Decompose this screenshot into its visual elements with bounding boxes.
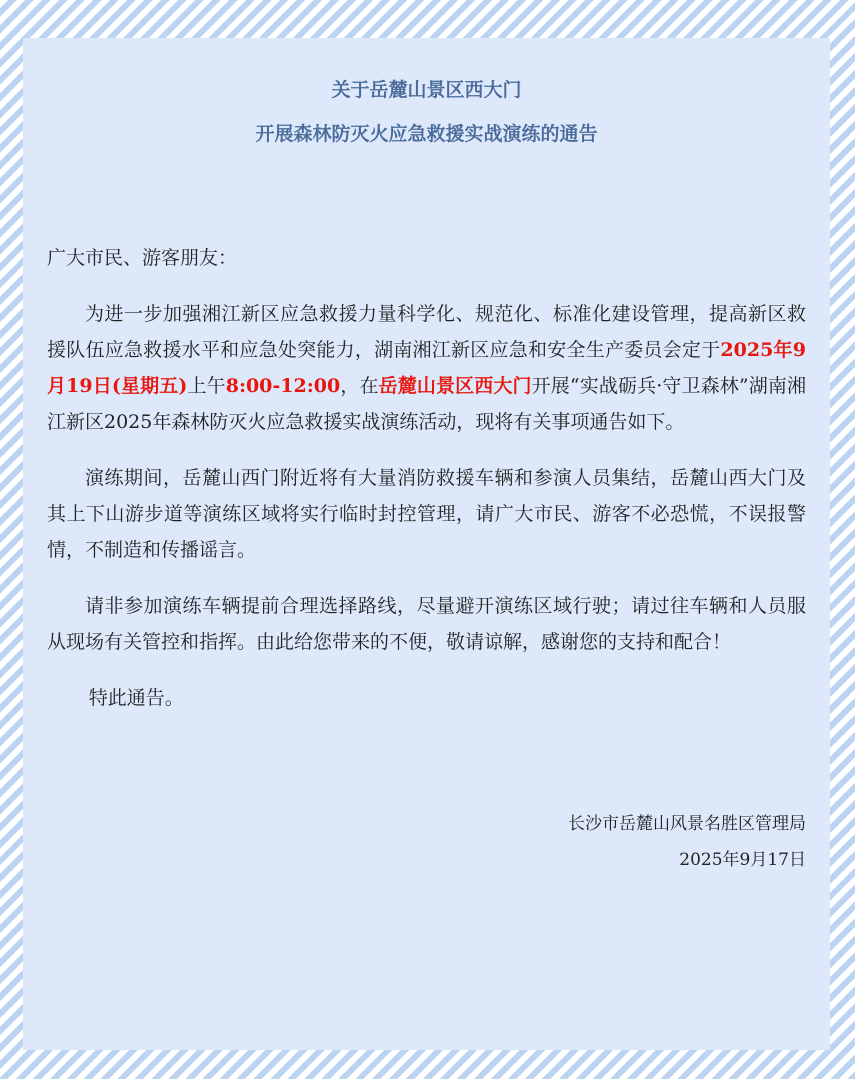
paragraph-1-text-c: ，在 — [340, 375, 379, 397]
paragraph-1-text-b: 上午 — [187, 375, 226, 397]
closing-line: 特此通告。 — [88, 687, 184, 709]
issue-date: 2025年9月17日 — [679, 850, 806, 870]
notice-card — [23, 38, 830, 1050]
paragraph-3: 请非参加演练车辆提前合理选择路线，尽量避开演练区域行驶；请过往车辆和人员服从现场有关管控和指挥。由此给您带来的不便，敬请谅解，感谢您的支持和配合！ — [47, 595, 806, 653]
paragraph-1-text-d: 开展“实战砺兵·守卫森林”湖南湘江新区2025年森林防灭火应急救援实战演练活动，现将有关事项通告如下。 — [47, 375, 806, 433]
notice-title-line1: 关于岳麓山景区西大门 — [331, 79, 522, 101]
greeting: 广大市民、游客朋友： — [47, 247, 238, 269]
paragraph-1 — [47, 296, 806, 440]
drill-location-highlight: 岳麓山景区西大门 — [378, 375, 532, 397]
issuer-signature: 长沙市岳麓山风景名胜区管理局 — [568, 814, 806, 834]
notice-title-line2: 开展森林防灭火应急救援实战演练的通告 — [255, 123, 598, 145]
paragraph-2: 演练期间，岳麓山西门附近将有大量消防救援车辆和参演人员集结，岳麓山西大门及其上下山游步道等演练区域将实行临时封控管理，请广大市民、游客不必恐慌，不误报警情，不制造和传播谣言。 — [47, 467, 806, 561]
paragraph-1-text-a: 为进一步加强湘江新区应急救援力量科学化、规范化、标准化建设管理，提高新区救援队伍应急救援水平和应急处突能力，湖南湘江新区应急和安全生产委员会定于 — [47, 303, 806, 361]
drill-date-highlight: 2025年9月19日(星期五) — [47, 339, 806, 397]
drill-time-highlight: 8:00-12:00 — [225, 375, 341, 397]
